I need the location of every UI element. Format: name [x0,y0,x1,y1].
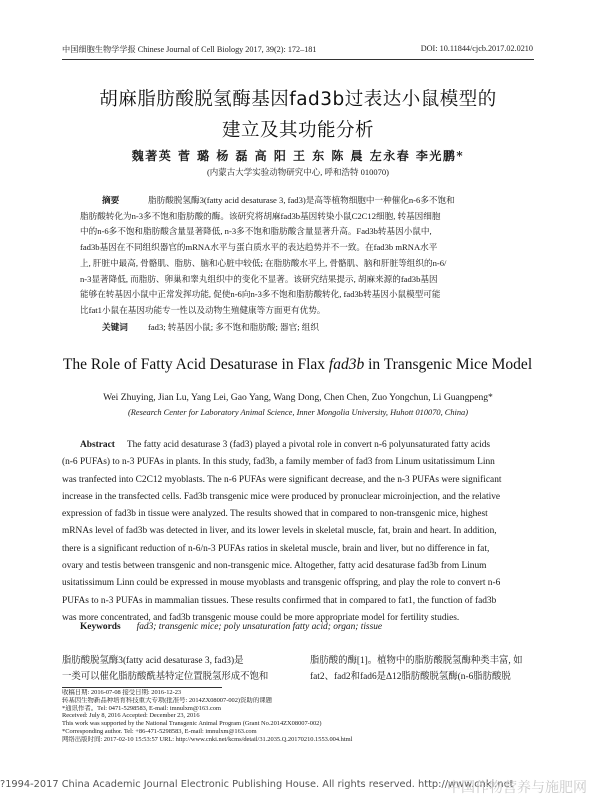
cn-abstract-line: 上, 肝脏中最高, 骨骼肌、脂肪、脑和心脏中较低; 在脂肪酸水平上, 骨骼肌、脑和肝脏等组织的n-6/ [80,257,447,268]
body-column-right [310,654,535,685]
en-abstract-line: increase in the transfected cells. Fad3b transgenic mice were produced by pronuclear microinjection, and the relative [62,491,501,502]
cn-abstract-line: 比fat1小鼠在基因功能专一性以及动物生殖健康等方面更有优势。 [80,304,326,315]
footnote-online-date-url: 网络出版时间: 2017-02-10 15:53:57 URL: http://www.cnki.net/kcms/detail/31.2035.Q.20170210.1553.004.html [62,735,353,743]
en-keywords-label: Keywords [80,622,121,632]
watermark: 中国作物营养与施肥网 [447,780,587,796]
footnote-funding-cn: 转基因生物新品种培育科技重大专项(批准号: 2014ZX08007-002)资助的课题 [62,696,272,704]
cn-abstract-line: n-3显著降低, 而脂肪、卵巢和睾丸组织中的变化不显著。该研究结果提示, 胡麻来源的fad3b基因 [80,273,438,284]
body-line: 一类可以催化脂肪酸酰基特定位置脱氢形成不饱和 [62,671,269,682]
body-line: fat2、fad2和fad6是Δ12脂肪酸脱氢酶(n-6脂肪酸脱 [310,671,511,682]
en-abstract-line: there is a significant reduction of n-6/n-3 PUFAs ratios in skeletal muscle, brain and liver, but no difference in fat, [62,543,490,554]
en-abstract-line: expression of fad3b in tissue were analyzed. The results showed that in compared to non-transgenic mice, highest [62,509,488,520]
header-rule [62,59,534,60]
en-abstract-line: was more concentrated, and fad3b transgenic mouse could be more appropriate model for fertility studies. [62,612,460,623]
journal-citation: 中国细胞生物学学报 Chinese Journal of Cell Biology 2017, 39(2): 172–181 [62,45,317,54]
cn-affiliation: (内蒙古大学实验动物研究中心, 呼和浩特 010070) [206,167,390,177]
cn-title-line2: 建立及其功能分析 [221,120,374,141]
en-abstract-line: ovary and testis between transgenic and non-transgenic mice. Altogether, fatty acid desaturase fad3b from Linum [62,561,487,572]
cn-abstract-line: fad3b基因在不同组织器官的mRNA水平与蛋白质水平的表达趋势并不一致。在fad3b mRNA水平 [80,242,438,253]
cn-title-line1: 胡麻脂肪酸脱氢酶基因fad3b过表达小鼠模型的 [99,89,497,110]
footnote-corresponding-en: *Corresponding author. Tel: +86-471-5298583, E-mail: imnulxm@163.com [62,727,257,735]
footnote-funding-en: This work was supported by the National Transgenic Animal Program (Grant No.2014ZX08007-002) [62,720,322,728]
cn-abstract-line: 脂肪酸转化为n-3多不饱和脂肪酸的酶。该研究将胡麻fad3b基因转染小鼠C2C12细胞, 转基因细胞 [80,210,441,221]
en-abstract-line: usitatissimum Linn could be expressed in mouse myoblasts and transgenic offspring, and play the role to convert n-6 [62,578,501,589]
cn-abstract [80,193,527,319]
body-line: 脂肪酸脱氢酶3(fatty acid desaturase 3, fad3)是 [62,656,244,666]
footnotes [62,689,534,744]
cn-keywords-label: 关键词 [102,322,128,332]
cn-abstract-line: 中的n-6多不饱和脂肪酸含量显著降低, n-3多不饱和脂肪酸含量显著升高。Fad3b转基因小鼠中, [80,226,432,237]
body-column-left [62,654,290,685]
en-keywords-text: fad3; transgenic mice; poly unsaturation fatty acid; organ; tissue [136,622,383,632]
cn-abstract-line: 能够在转基因小鼠中正常发挥功能, 促使n-6向n-3多不饱和脂肪酸转化, fad3b转基因小鼠模型可能 [80,289,441,300]
doi: DOI: 10.11844/cjcb.2017.02.0210 [420,44,533,53]
cn-keywords [80,321,527,333]
en-title-gene: fad3b [328,356,365,373]
en-abstract-line: mRNAs level of fad3b was detected in liver, and its lower levels in skeletal muscle, fat, brain and heart. In addition, [62,526,497,537]
en-abstract-line: PUFAs to n-3 PUFAs in mammalian tissues. These results confirmed that in compared to fat1, the function of fad3b [62,595,497,606]
copyright-bar [0,779,595,796]
running-header [62,44,533,56]
en-abstract-line: Abstract The fatty acid desaturase 3 (fad3) played a pivotal role in convert n-6 polyunsaturated fatty acids [62,437,534,454]
en-title: The Role of Fatty Acid Desaturase in Flax fad3b in Transgenic Mice Model [62,356,533,373]
cn-abstract-line: 摘要 脂肪酸脱氢酶3(fatty acid desaturase 3, fad3)是高等植物细胞中一种催化n-6多不饱和 [80,193,527,209]
en-abstract-line: (n-6 PUFAs) to n-3 PUFAs in plants. In this study, fad3b, a family member of fad3 from Linum usitatissimum Linn [62,457,495,468]
footnote-rule [62,687,222,688]
body-line: 脂肪酸的酶[1]。植物中的脂肪酸脱氢酶种类丰富, 如 [310,656,523,666]
cn-abstract-label: 摘要 [102,195,120,205]
en-keywords [62,622,534,632]
footnote-corresponding-cn: *通讯作者。Tel: 0471-5298583, E-mail: imnulxm@163.com [62,704,221,712]
footnote-dates-en: Received: July 8, 2016 Accepted: December 23, 2016 [62,712,200,720]
en-authors: Wei Zhuying, Jian Lu, Yang Lei, Gao Yang, Wang Dong, Chen Chen, Zuo Yongchun, Li Guangpeng* [103,392,493,403]
en-abstract-label: Abstract [80,440,115,450]
copyright-text: ?1994-2017 China Academic Journal Electronic Publishing House. All rights reserved. http://www.cnki.net [0,779,514,790]
cn-keywords-text: fad3; 转基因小鼠; 多不饱和脂肪酸; 器官; 组织 [148,322,319,332]
cn-authors: 魏著英 菅 璐 杨 磊 高 阳 王 东 陈 晨 左永春 李光鹏* [131,149,465,163]
en-affiliation: (Research Center for Laboratory Animal Science, Inner Mongolia University, Huhott 010070, China) [127,408,469,417]
en-abstract [62,437,534,627]
en-abstract-line: was tranfected into C2C12 myoblasts. The n-6 PUFAs were significant decrease, and the n-3 PUFAs were significant [62,474,502,485]
footnote-dates-cn: 收稿日期: 2016-07-08 接受日期: 2016-12-23 [62,689,182,696]
